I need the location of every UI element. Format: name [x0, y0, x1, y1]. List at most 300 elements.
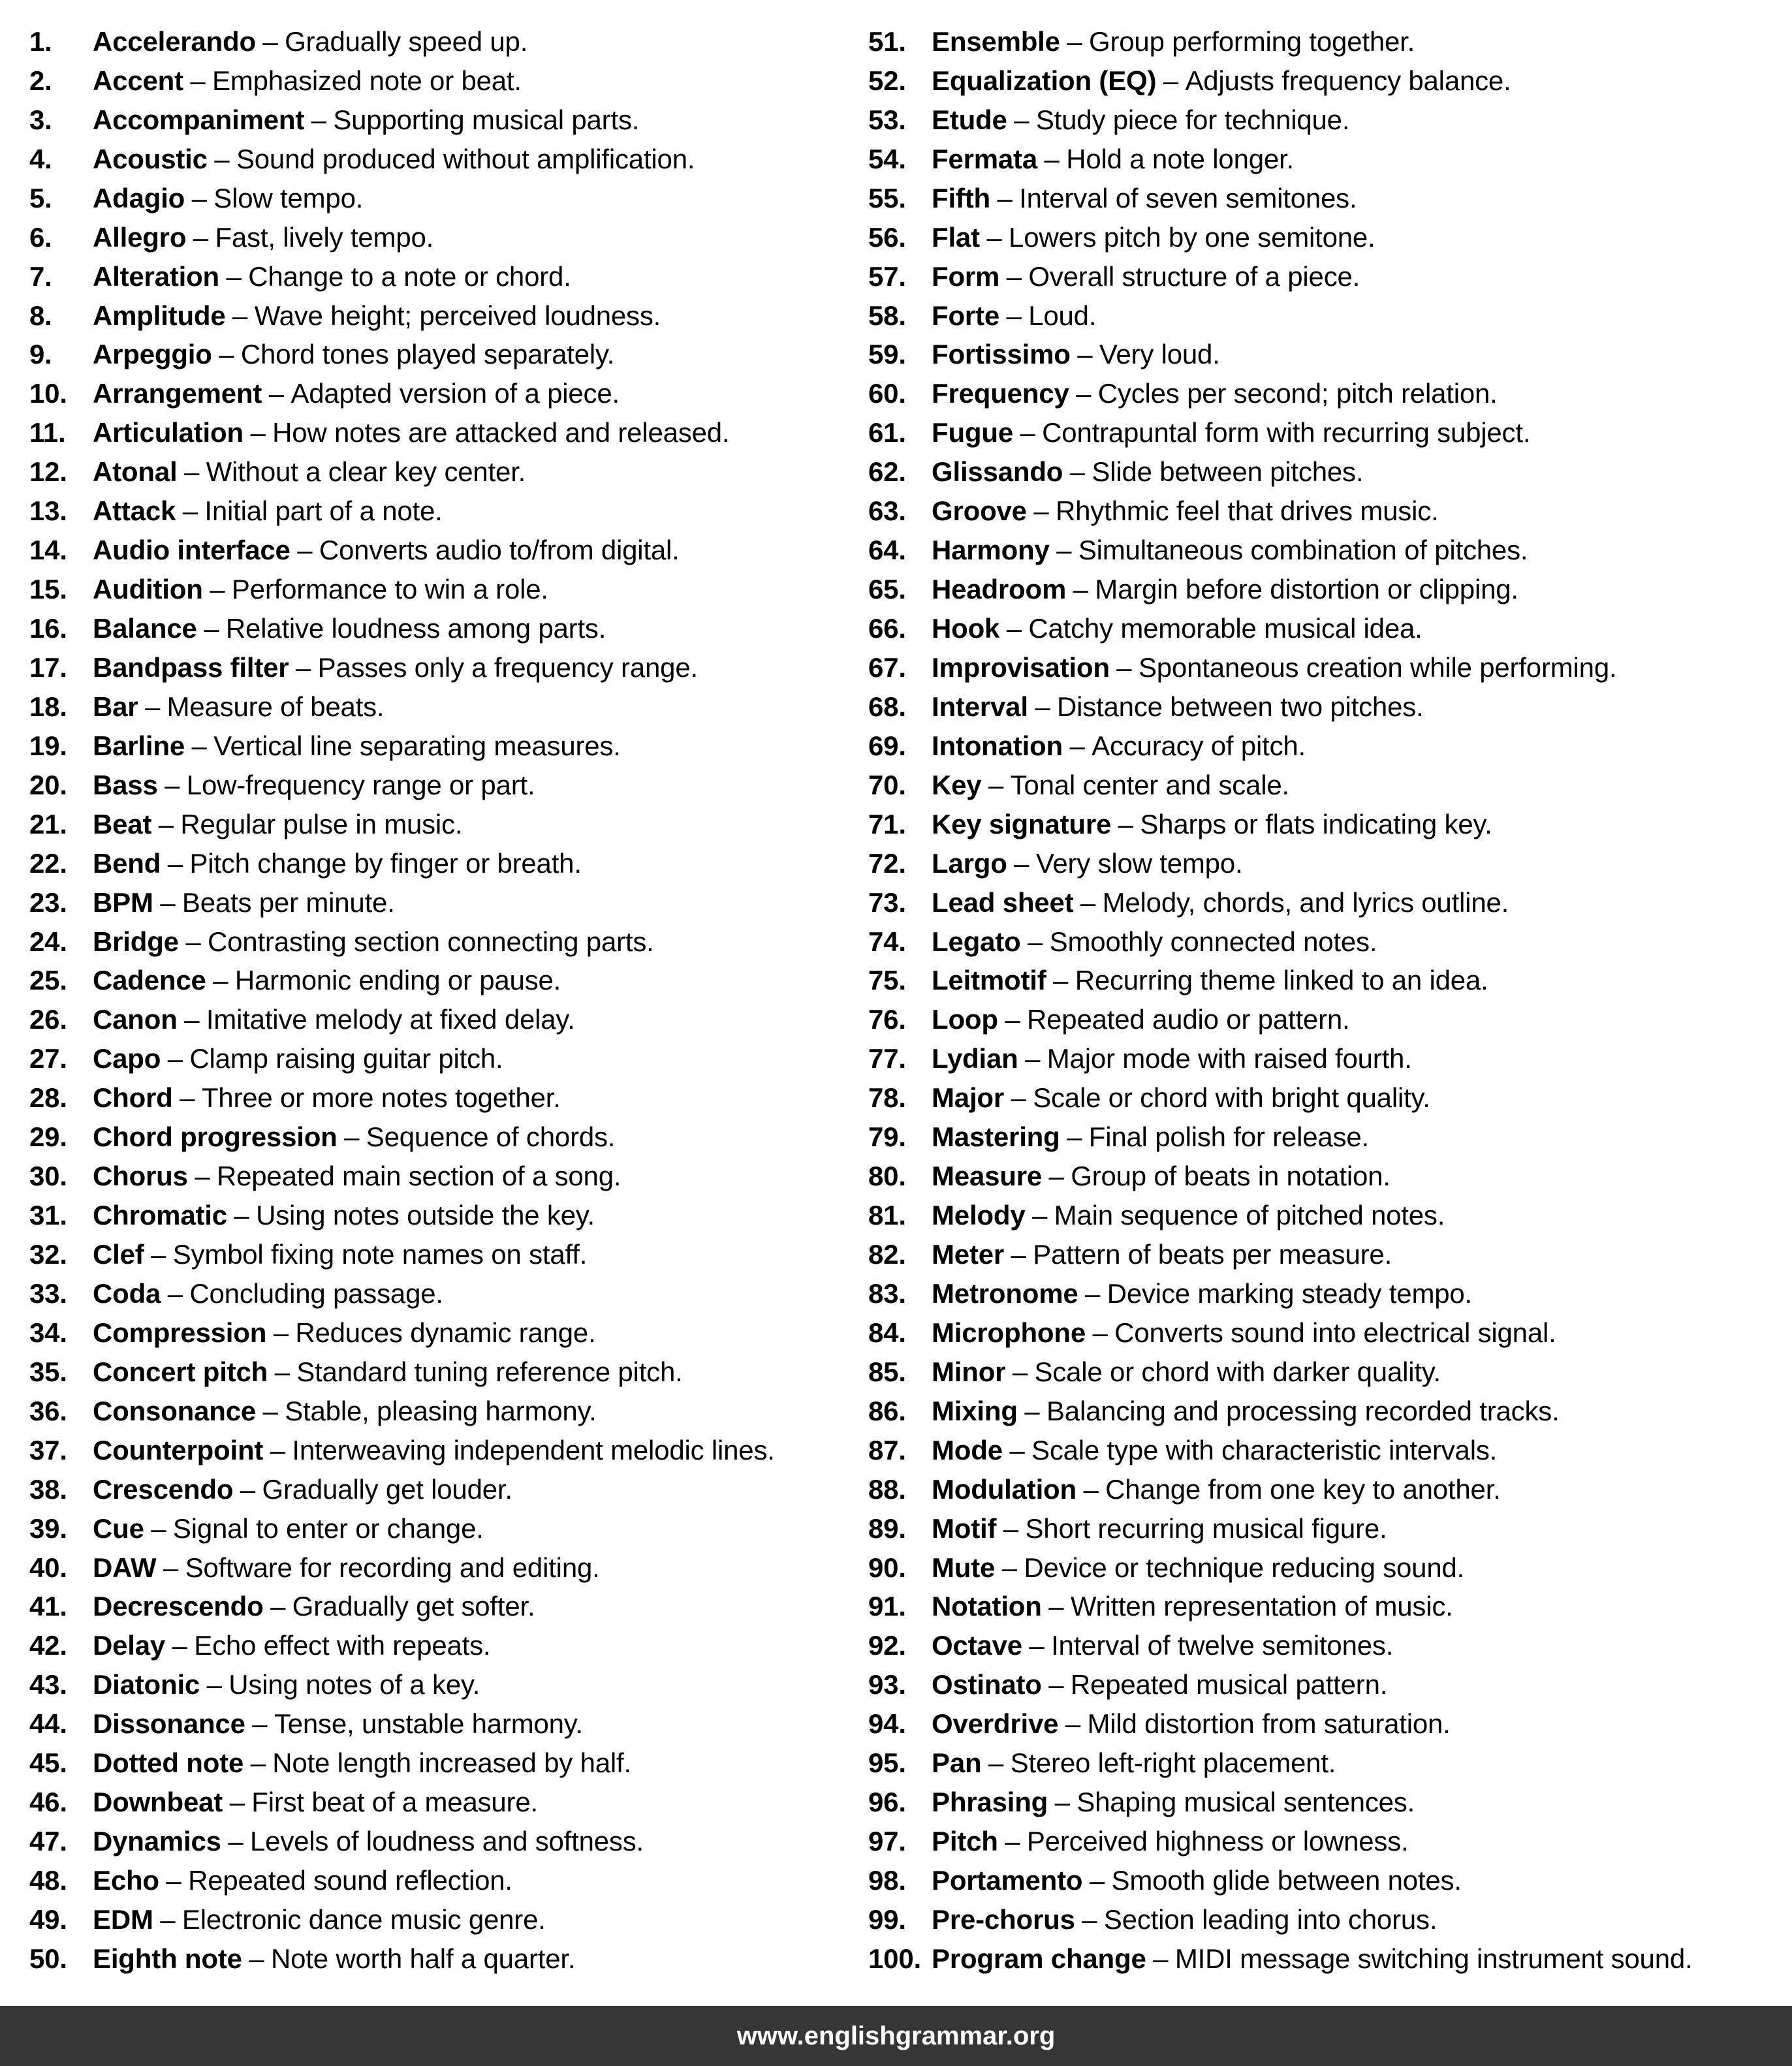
- entry-definition: Measure of beats.: [166, 691, 385, 722]
- entry-term: Major: [932, 1082, 1005, 1114]
- entry-number: 64.: [868, 535, 906, 566]
- entry-number: 14.: [29, 535, 67, 566]
- entry-number: 26.: [29, 1004, 67, 1035]
- entry-term: Chorus: [93, 1161, 188, 1192]
- entry-separator: –: [180, 1082, 195, 1114]
- entry-term: Crescendo: [93, 1473, 234, 1505]
- entry-number: 81.: [868, 1200, 906, 1231]
- entry-number: 59.: [868, 339, 906, 370]
- entry-separator: –: [195, 1161, 210, 1192]
- entry-term: Cue: [93, 1512, 144, 1544]
- entry-number: 84.: [868, 1317, 906, 1348]
- entry-separator: –: [160, 886, 176, 918]
- entry-definition: Stable, pleasing harmony.: [285, 1395, 597, 1426]
- entry-number: 83.: [868, 1277, 906, 1309]
- entry-separator: –: [1006, 613, 1022, 644]
- entry-separator: –: [997, 182, 1013, 213]
- entry-definition: Group performing together.: [1089, 25, 1415, 57]
- entry-definition: Emphasized note or beat.: [212, 65, 522, 96]
- entry-definition: Symbol fixing note names on staff.: [172, 1239, 588, 1270]
- entry-definition: Sharps or flats indicating key.: [1140, 808, 1492, 839]
- entry-number: 58.: [868, 300, 906, 331]
- entry-number: 82.: [868, 1239, 906, 1270]
- entry-definition: Scale type with characteristic intervals.: [1031, 1434, 1498, 1465]
- entry-term: Program change: [932, 1943, 1146, 1974]
- entry-number: 72.: [868, 847, 906, 879]
- entry-definition: Device marking steady tempo.: [1107, 1277, 1473, 1309]
- glossary-entry: [29, 1588, 845, 1627]
- entry-number: 88.: [868, 1473, 906, 1505]
- entry-number: 95.: [868, 1747, 906, 1779]
- glossary-entry: [868, 61, 1782, 101]
- entry-definition: Section leading into chorus.: [1103, 1903, 1438, 1935]
- glossary-entry: [29, 1626, 845, 1665]
- entry-number: 22.: [29, 847, 67, 879]
- entry-term: Acoustic: [93, 143, 208, 174]
- entry-separator: –: [1044, 143, 1060, 174]
- entry-term: Pitch: [932, 1826, 998, 1857]
- entry-number: 76.: [868, 1004, 906, 1035]
- entry-separator: –: [1029, 1630, 1045, 1661]
- glossary-entry: [29, 648, 845, 687]
- entry-definition: Relative loudness among parts.: [225, 613, 606, 644]
- entry-separator: –: [1118, 808, 1133, 839]
- entry-number: 86.: [868, 1395, 906, 1426]
- glossary-entry: [868, 179, 1782, 218]
- glossary-entry: [868, 1939, 1782, 1979]
- glossary-entry: [29, 922, 845, 962]
- glossary-entry: [29, 452, 845, 492]
- entry-term: Loop: [932, 1004, 998, 1035]
- glossary-entry: [29, 1470, 845, 1509]
- entry-number: 32.: [29, 1239, 67, 1270]
- entry-term: Accent: [93, 65, 183, 96]
- glossary-right-column: [868, 22, 1782, 1979]
- entry-term: Phrasing: [932, 1787, 1048, 1818]
- glossary-entry: [29, 570, 845, 609]
- entry-separator: –: [1065, 1708, 1080, 1740]
- entry-term: Groove: [932, 495, 1027, 527]
- entry-definition: Low-frequency range or part.: [186, 769, 535, 800]
- entry-number: 28.: [29, 1082, 67, 1114]
- entry-number: 5.: [29, 182, 52, 213]
- entry-term: Frequency: [932, 378, 1069, 409]
- entry-number: 38.: [29, 1473, 67, 1505]
- entry-separator: –: [988, 769, 1004, 800]
- entry-separator: –: [1067, 25, 1082, 57]
- entry-number: 90.: [868, 1552, 906, 1583]
- entry-term: Diatonic: [93, 1669, 200, 1700]
- glossary-entry: [868, 1588, 1782, 1627]
- entry-number: 51.: [868, 25, 906, 57]
- entry-definition: Device or technique reducing sound.: [1024, 1552, 1465, 1583]
- entry-term: Beat: [93, 808, 152, 839]
- glossary-entry: [29, 766, 845, 805]
- glossary-entry: [29, 1548, 845, 1588]
- entry-separator: –: [204, 613, 219, 644]
- glossary-entry: [29, 413, 845, 452]
- entry-separator: –: [1053, 965, 1069, 996]
- glossary-entry: [868, 648, 1782, 687]
- glossary-entry: [868, 531, 1782, 570]
- entry-definition: Wave height; perceived loudness.: [254, 300, 661, 331]
- entry-separator: –: [1014, 104, 1030, 135]
- entry-definition: Software for recording and editing.: [185, 1552, 600, 1583]
- glossary-entry: [29, 1000, 845, 1039]
- glossary-entry: [868, 1900, 1782, 1939]
- entry-definition: Catchy memorable musical idea.: [1028, 613, 1423, 644]
- entry-separator: –: [184, 1004, 200, 1035]
- entry-term: Accompaniment: [93, 104, 305, 135]
- entry-definition: Initial part of a note.: [204, 495, 443, 527]
- entry-number: 2.: [29, 65, 52, 96]
- entry-number: 70.: [868, 769, 906, 800]
- entry-separator: –: [228, 1826, 244, 1857]
- entry-number: 1.: [29, 25, 52, 57]
- entry-term: Chord: [93, 1082, 173, 1114]
- glossary-entry: [29, 101, 845, 140]
- entry-definition: Short recurring musical figure.: [1025, 1512, 1387, 1544]
- entry-definition: First beat of a measure.: [251, 1787, 538, 1818]
- entry-term: Balance: [93, 613, 197, 644]
- entry-term: Octave: [932, 1630, 1022, 1661]
- entry-number: 100.: [868, 1943, 921, 1974]
- entry-number: 20.: [29, 769, 67, 800]
- entry-definition: Levels of loudness and softness.: [250, 1826, 644, 1857]
- entry-definition: Accuracy of pitch.: [1092, 730, 1306, 761]
- entry-definition: Hold a note longer.: [1066, 143, 1294, 174]
- entry-definition: Smoothly connected notes.: [1049, 926, 1377, 957]
- entry-definition: Sound produced without amplification.: [236, 143, 695, 174]
- entry-definition: Repeated main section of a song.: [216, 1161, 621, 1192]
- entry-definition: Beats per minute.: [181, 886, 395, 918]
- entry-definition: Signal to enter or change.: [172, 1512, 484, 1544]
- glossary-entry: [868, 374, 1782, 413]
- entry-separator: –: [1011, 1239, 1026, 1270]
- glossary-entry: [868, 1353, 1782, 1392]
- entry-definition: Tonal center and scale.: [1010, 769, 1289, 800]
- entry-number: 44.: [29, 1708, 67, 1740]
- entry-separator: –: [1153, 1943, 1169, 1974]
- entry-term: Concert pitch: [93, 1356, 268, 1387]
- entry-separator: –: [270, 1434, 285, 1465]
- entry-definition: Reduces dynamic range.: [295, 1317, 596, 1348]
- entry-separator: –: [1001, 1552, 1017, 1583]
- entry-term: Fugue: [932, 417, 1013, 448]
- entry-definition: Tense, unstable harmony.: [274, 1708, 583, 1740]
- entry-term: Mastering: [932, 1121, 1060, 1153]
- entry-term: DAW: [93, 1552, 157, 1583]
- entry-separator: –: [262, 1395, 278, 1426]
- entry-separator: –: [165, 769, 180, 800]
- entry-term: Accelerando: [93, 25, 256, 57]
- entry-separator: –: [1048, 1591, 1064, 1622]
- entry-number: 48.: [29, 1865, 67, 1896]
- entry-term: Harmony: [932, 535, 1050, 566]
- entry-number: 66.: [868, 613, 906, 644]
- entry-definition: Melody, chords, and lyrics outline.: [1102, 886, 1509, 918]
- entry-number: 57.: [868, 260, 906, 292]
- glossary-entry: [868, 844, 1782, 883]
- entry-separator: –: [144, 691, 161, 722]
- entry-definition: Converts sound into electrical signal.: [1114, 1317, 1556, 1348]
- glossary-entry: [29, 1039, 845, 1078]
- glossary-entry: [29, 962, 845, 1001]
- entry-term: Leitmotif: [932, 965, 1046, 996]
- glossary-entry: [29, 609, 845, 648]
- entry-term: Intonation: [932, 730, 1063, 761]
- entry-separator: –: [1092, 1317, 1108, 1348]
- entry-term: Dotted note: [93, 1747, 244, 1779]
- footer-website-link[interactable]: www.englishgrammar.org: [736, 2021, 1056, 2050]
- glossary-entry: [29, 179, 845, 218]
- entry-definition: Note length increased by half.: [272, 1747, 631, 1779]
- entry-number: 77.: [868, 1043, 906, 1074]
- entry-separator: –: [191, 182, 207, 213]
- entry-separator: –: [250, 417, 266, 448]
- entry-number: 27.: [29, 1043, 67, 1074]
- entry-number: 10.: [29, 378, 67, 409]
- entry-definition: Recurring theme linked to an idea.: [1075, 965, 1488, 996]
- glossary-entry: [29, 1313, 845, 1353]
- entry-number: 53.: [868, 104, 906, 135]
- entry-separator: –: [1005, 1004, 1020, 1035]
- entry-term: Echo: [93, 1865, 159, 1896]
- entry-separator: –: [1116, 651, 1132, 683]
- entry-number: 67.: [868, 651, 906, 683]
- entry-definition: Gradually get softer.: [292, 1591, 535, 1622]
- entry-term: Arrangement: [93, 378, 262, 409]
- entry-definition: Contrasting section connecting parts.: [208, 926, 654, 957]
- entry-number: 12.: [29, 456, 67, 488]
- entry-number: 87.: [868, 1434, 906, 1465]
- entry-separator: –: [172, 1630, 187, 1661]
- entry-term: Bridge: [93, 926, 179, 957]
- entry-term: Attack: [93, 495, 176, 527]
- entry-definition: Gradually get louder.: [262, 1473, 512, 1505]
- glossary-entry: [29, 844, 845, 883]
- entry-separator: –: [1080, 886, 1096, 918]
- entry-number: 36.: [29, 1395, 67, 1426]
- entry-number: 42.: [29, 1630, 67, 1661]
- entry-separator: –: [1025, 1043, 1041, 1074]
- entry-term: Consonance: [93, 1395, 257, 1426]
- glossary-entry: [29, 218, 845, 257]
- entry-separator: –: [151, 1239, 166, 1270]
- entry-number: 92.: [868, 1630, 906, 1661]
- entry-definition: Major mode with raised fourth.: [1046, 1043, 1412, 1074]
- glossary-entry: [868, 1626, 1782, 1665]
- entry-definition: Concluding passage.: [189, 1277, 443, 1309]
- entry-term: Bar: [93, 691, 138, 722]
- entry-separator: –: [232, 300, 248, 331]
- entry-definition: Group of beats in notation.: [1071, 1161, 1391, 1192]
- glossary-entry: [29, 1392, 845, 1431]
- glossary-entry: [29, 1861, 845, 1900]
- entry-definition: Slow tempo.: [213, 182, 364, 213]
- glossary-entry: [868, 1431, 1782, 1470]
- entry-term: Meter: [932, 1239, 1005, 1270]
- entry-term: Bandpass filter: [93, 651, 289, 683]
- glossary-entry: [29, 531, 845, 570]
- entry-term: Articulation: [93, 417, 244, 448]
- glossary-entry: [868, 1548, 1782, 1588]
- entry-term: Allegro: [93, 221, 187, 253]
- entry-number: 71.: [868, 808, 906, 839]
- entry-separator: –: [1082, 1903, 1097, 1935]
- glossary-entry: [868, 609, 1782, 648]
- entry-number: 6.: [29, 221, 52, 253]
- glossary-entry: [868, 766, 1782, 805]
- entry-definition: Vertical line separating measures.: [213, 730, 621, 761]
- entry-term: Bend: [93, 847, 161, 879]
- entry-number: 99.: [868, 1903, 906, 1935]
- entry-separator: –: [185, 926, 201, 957]
- entry-number: 30.: [29, 1161, 67, 1192]
- entry-separator: –: [1027, 926, 1043, 957]
- entry-separator: –: [344, 1121, 360, 1153]
- entry-definition: Pitch change by finger or breath.: [189, 847, 582, 879]
- entry-term: Counterpoint: [93, 1434, 264, 1465]
- entry-definition: Rhythmic feel that drives music.: [1056, 495, 1439, 527]
- glossary-entry: [868, 1470, 1782, 1509]
- entry-number: 61.: [868, 417, 906, 448]
- glossary-entry: [29, 1118, 845, 1157]
- glossary-entry: [29, 1196, 845, 1235]
- entry-term: Interval: [932, 691, 1028, 722]
- entry-separator: –: [252, 1708, 268, 1740]
- entry-term: Portamento: [932, 1865, 1083, 1896]
- entry-term: Alteration: [93, 260, 220, 292]
- glossary-entry: [868, 1000, 1782, 1039]
- entry-definition: Very slow tempo.: [1035, 847, 1243, 879]
- entry-term: Compression: [93, 1317, 267, 1348]
- entry-term: Fortissimo: [932, 339, 1071, 370]
- entry-number: 62.: [868, 456, 906, 488]
- entry-number: 65.: [868, 574, 906, 605]
- entry-definition: Repeated musical pattern.: [1070, 1669, 1388, 1700]
- entry-number: 56.: [868, 221, 906, 253]
- entry-number: 8.: [29, 300, 52, 331]
- entry-term: Chromatic: [93, 1200, 227, 1231]
- entry-definition: Perceived highness or lowness.: [1026, 1826, 1409, 1857]
- glossary-entry: [29, 336, 845, 375]
- entry-number: 41.: [29, 1591, 67, 1622]
- glossary-entry: [29, 805, 845, 844]
- glossary-entry: [29, 1900, 845, 1939]
- entry-number: 19.: [29, 730, 67, 761]
- entry-separator: –: [1009, 1434, 1025, 1465]
- entry-definition: Simultaneous combination of pitches.: [1078, 535, 1528, 566]
- entry-separator: –: [214, 143, 230, 174]
- entry-definition: Lowers pitch by one semitone.: [1009, 221, 1375, 253]
- glossary-entry: [29, 296, 845, 336]
- entry-definition: Supporting musical parts.: [333, 104, 640, 135]
- glossary-entry: [29, 1274, 845, 1313]
- glossary-entry: [868, 218, 1782, 257]
- entry-separator: –: [986, 221, 1002, 253]
- entry-separator: –: [270, 1591, 286, 1622]
- glossary-entry: [29, 1157, 845, 1196]
- entry-number: 34.: [29, 1317, 67, 1348]
- entry-definition: How notes are attacked and released.: [272, 417, 730, 448]
- glossary-entry: [868, 1196, 1782, 1235]
- entry-term: Headroom: [932, 574, 1067, 605]
- entry-term: Key: [932, 769, 982, 800]
- entry-number: 17.: [29, 651, 67, 683]
- entry-separator: –: [229, 1787, 245, 1818]
- glossary-entry: [29, 1704, 845, 1744]
- entry-number: 98.: [868, 1865, 906, 1896]
- entry-number: 97.: [868, 1826, 906, 1857]
- entry-separator: –: [206, 1669, 222, 1700]
- entry-definition: Performance to win a role.: [231, 574, 548, 605]
- glossary-entry: [29, 1431, 845, 1470]
- entry-separator: –: [1069, 730, 1085, 761]
- entry-definition: Passes only a frequency range.: [317, 651, 698, 683]
- entry-term: Eighth note: [93, 1943, 242, 1974]
- entry-definition: Imitative melody at fixed delay.: [206, 1004, 575, 1035]
- entry-separator: –: [151, 1512, 166, 1544]
- entry-separator: –: [167, 1043, 183, 1074]
- entry-term: Mute: [932, 1552, 996, 1583]
- entry-separator: –: [1011, 1082, 1026, 1114]
- entry-term: Etude: [932, 104, 1007, 135]
- entry-definition: Overall structure of a piece.: [1028, 260, 1360, 292]
- entry-definition: Margin before distortion or clipping.: [1095, 574, 1518, 605]
- entry-separator: –: [226, 260, 242, 292]
- entry-separator: –: [274, 1356, 290, 1387]
- entry-number: 18.: [29, 691, 67, 722]
- entry-term: Mode: [932, 1434, 1003, 1465]
- entry-separator: –: [1073, 574, 1088, 605]
- glossary-entry: [868, 1783, 1782, 1822]
- entry-definition: Pattern of beats per measure.: [1033, 1239, 1392, 1270]
- entry-term: Adagio: [93, 182, 185, 213]
- entry-definition: Clamp raising guitar pitch.: [189, 1043, 503, 1074]
- entry-definition: Adjusts frequency balance.: [1185, 65, 1511, 96]
- entry-definition: Scale or chord with bright quality.: [1033, 1082, 1430, 1114]
- glossary-entry: [868, 883, 1782, 922]
- entry-definition: Standard tuning reference pitch.: [296, 1356, 683, 1387]
- entry-term: Capo: [93, 1043, 161, 1074]
- entry-number: 55.: [868, 182, 906, 213]
- entry-separator: –: [262, 25, 278, 57]
- glossary-entry: [29, 1783, 845, 1822]
- entry-separator: –: [1054, 1787, 1070, 1818]
- entry-definition: Using notes outside the key.: [256, 1200, 595, 1231]
- entry-separator: –: [1014, 847, 1030, 879]
- entry-definition: Shaping musical sentences.: [1077, 1787, 1415, 1818]
- entry-number: 68.: [868, 691, 906, 722]
- entry-term: Dissonance: [93, 1708, 245, 1740]
- entry-definition: Change from one key to another.: [1105, 1473, 1501, 1505]
- entry-definition: Slide between pitches.: [1092, 456, 1364, 488]
- entry-term: Cadence: [93, 965, 206, 996]
- entry-term: Chord progression: [93, 1121, 338, 1153]
- entry-term: Microphone: [932, 1317, 1086, 1348]
- glossary-entry: [868, 805, 1782, 844]
- entry-definition: Electronic dance music genre.: [181, 1903, 546, 1935]
- entry-separator: –: [183, 456, 200, 488]
- entry-number: 63.: [868, 495, 906, 527]
- entry-number: 49.: [29, 1903, 67, 1935]
- entry-number: 52.: [868, 65, 906, 96]
- entry-number: 21.: [29, 808, 67, 839]
- entry-separator: –: [988, 1747, 1004, 1779]
- entry-term: Pre-chorus: [932, 1903, 1075, 1935]
- entry-definition: Interweaving independent melodic lines.: [292, 1434, 775, 1465]
